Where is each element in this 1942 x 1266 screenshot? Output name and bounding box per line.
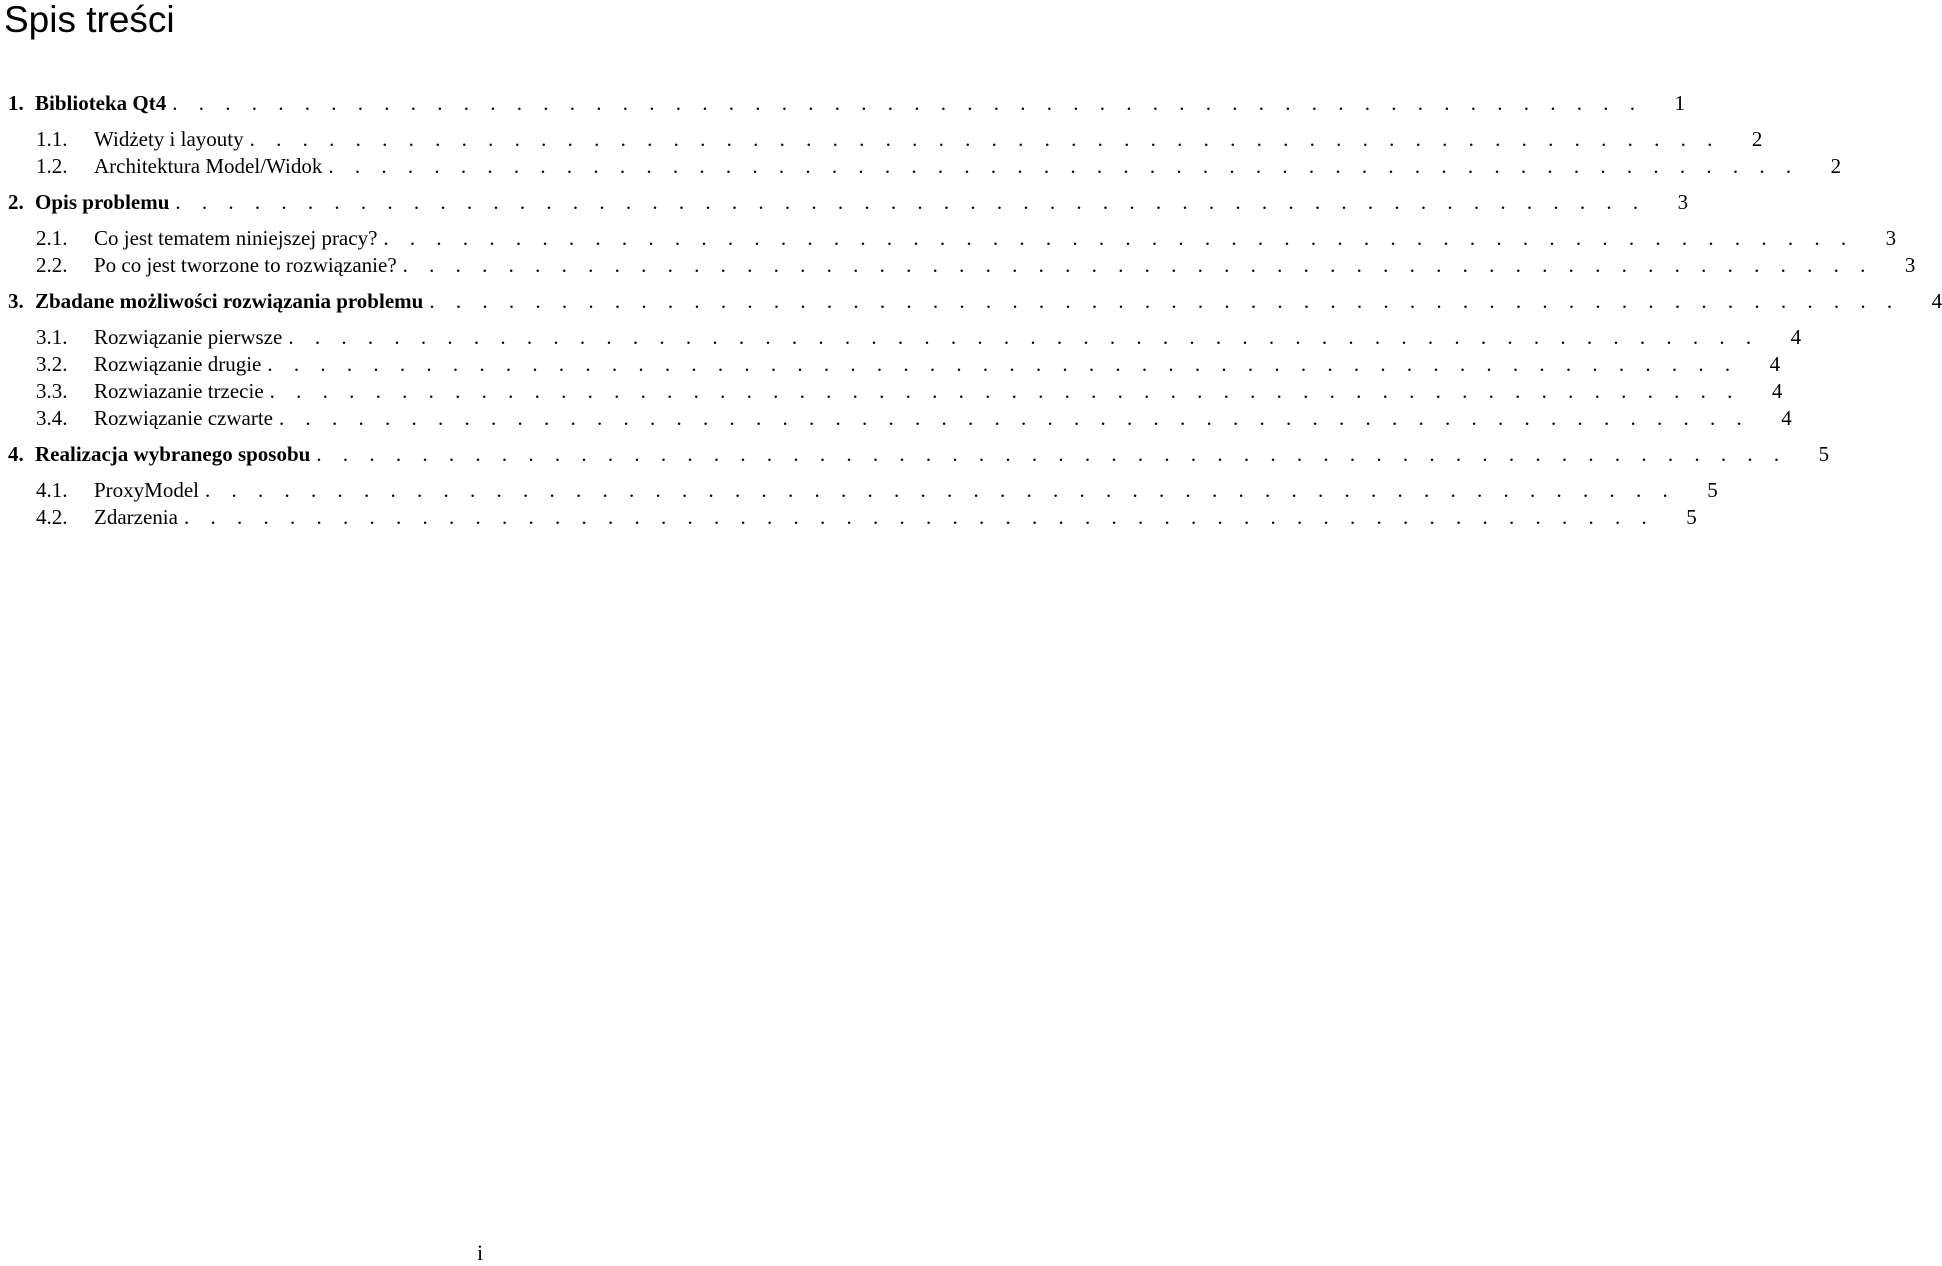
toc-entry-page: 5 [1686,505,1697,529]
toc-entry-number: 3.1. [36,325,68,349]
toc-entry-number: 3.2. [36,352,68,376]
toc-entry-label: Rozwiązanie drugie [94,352,262,376]
toc-entry-number: 1.1. [36,127,68,151]
toc-entry-number: 3.4. [36,406,68,430]
toc-leader-dots: . . . . . . . . . . . . . . . . . . . . . . . . . . . . . . . . . . . . . . . . . . . . . . . . . . . . . . . . [288,325,1760,349]
toc-leader-dots: . . . . . . . . . . . . . . . . . . . . . . . . . . . . . . . . . . . . . . . . . . . . . . . . . . . . . . . . [249,127,1721,151]
toc-entry-section-1-2[interactable] [0,153,1842,180]
toc-entry-number: 3. [8,289,24,313]
toc-entry-section-3-1[interactable] [0,324,1802,351]
toc-leader-dots: . . . . . . . . . . . . . . . . . . . . . . . . . . . . . . . . . . . . . . . . . . . . . . . . . . . . . . . . [328,154,1800,178]
toc-entry-label: Rozwiązanie czwarte [94,406,273,430]
toc-entry-label: Realizacja wybranego sposobu [35,442,311,466]
toc-entry-number: 4. [8,442,24,466]
toc-entry-page: 1 [1674,91,1686,115]
toc-entry-page: 5 [1707,478,1718,502]
toc-entry-page: 5 [1818,442,1830,466]
toc-entry-label: Opis problemu [35,190,170,214]
toc-leader-dots: . . . . . . . . . . . . . . . . . . . . . . . . . . . . . . . . . . . . . . . . . . . . . . . . . . . . . . . . [383,226,1855,250]
toc-entry-page: 2 [1751,127,1763,151]
toc-entry-label: Rozwiazanie trzecie [94,379,264,403]
toc-entry-label: Zbadane możliwości rozwiązania problemu [35,289,424,313]
toc-entry-page: 3 [1904,253,1916,277]
toc-entry-page: 4 [1781,406,1792,430]
page-title: Spis treści [4,0,175,40]
toc-leader-dots: . . . . . . . . . . . . . . . . . . . . . . . . . . . . . . . . . . . . . . . . . . . . . . . . . . . . . . . . [269,379,1741,403]
toc-leader-dots: . . . . . . . . . . . . . . . . . . . . . . . . . . . . . . . . . . . . . . . . . . . . . . . . . . . . . . . . [205,478,1676,502]
toc-leader-dots: . . . . . . . . . . . . . . . . . . . . . . . . . . . . . . . . . . . . . . . . . . . . . . . . . . . . . . . . [183,505,1655,529]
toc-entry-label: Rozwiązanie pierwsze [94,325,283,349]
toc-entry-label: ProxyModel [94,478,199,502]
toc-entry-page: 4 [1771,379,1783,403]
toc-leader-dots: . . . . . . . . . . . . . . . . . . . . . . . . . . . . . . . . . . . . . . . . . . . . . . . . . . . . . . . . [267,352,1739,376]
toc-entry-number: 2.1. [36,226,68,250]
toc-entry-label: Co jest tematem niniejszej pracy? [94,226,378,250]
toc-entry-page: 3 [1885,226,1897,250]
toc-leader-dots: . . . . . . . . . . . . . . . . . . . . . . . . . . . . . . . . . . . . . . . . . . . . . . . . . . . . . . . . [316,442,1788,466]
toc-entry-section-1-1[interactable] [0,126,1763,153]
toc-entry-label: Widżety i layouty [94,127,244,151]
toc-entry-section-2-1[interactable] [0,225,1897,252]
toc-entry-section-3-3[interactable] [0,378,1783,405]
toc-entry-number: 4.1. [36,478,68,502]
toc-entry-label: Po co jest tworzone to rozwiązanie? [94,253,397,277]
toc-entry-label: Architektura Model/Widok [94,154,323,178]
page-number: i [476,1240,484,1265]
toc-entry-section-4-1[interactable] [0,477,1718,504]
table-of-contents [0,90,1942,531]
toc-entry-number: 1.2. [36,154,68,178]
toc-entry-section-4-2[interactable] [0,504,1697,531]
toc-entry-number: 2. [8,190,24,214]
toc-entry-page: 2 [1830,154,1842,178]
toc-entry-number: 4.2. [36,505,68,529]
toc-entry-number: 2.2. [36,253,68,277]
toc-entry-page: 4 [1769,352,1781,376]
toc-entry-chapter-4[interactable] [0,441,1830,468]
toc-entry-label: Zdarzenia [94,505,178,529]
toc-entry-page: 3 [1677,190,1689,214]
toc-leader-dots: . . . . . . . . . . . . . . . . . . . . . . . . . . . . . . . . . . . . . . . . . . . . . . . . . . . . . . . . [402,253,1874,277]
toc-entry-number: 3.3. [36,379,68,403]
toc-entry-number: 1. [8,91,24,115]
toc-leader-dots: . . . . . . . . . . . . . . . . . . . . . . . . . . . . . . . . . . . . . . . . . . . . . . . . . . . . . . . . [172,91,1644,115]
toc-entry-page: 4 [1931,289,1942,313]
toc-leader-dots: . . . . . . . . . . . . . . . . . . . . . . . . . . . . . . . . . . . . . . . . . . . . . . . . . . . . . . . . [429,289,1901,313]
toc-entry-chapter-2[interactable] [0,189,1689,216]
toc-entry-section-3-4[interactable] [0,405,1792,432]
toc-leader-dots: . . . . . . . . . . . . . . . . . . . . . . . . . . . . . . . . . . . . . . . . . . . . . . . . . . . . . . . . [278,406,1750,430]
toc-entry-chapter-1[interactable] [0,90,1686,117]
toc-entry-chapter-3[interactable] [0,288,1942,315]
toc-entry-label: Biblioteka Qt4 [35,91,167,115]
toc-entry-section-2-2[interactable] [0,252,1916,279]
toc-entry-page: 4 [1790,325,1802,349]
toc-entry-section-3-2[interactable] [0,351,1781,378]
toc-leader-dots: . . . . . . . . . . . . . . . . . . . . . . . . . . . . . . . . . . . . . . . . . . . . . . . . . . . . . . . . [175,190,1647,214]
